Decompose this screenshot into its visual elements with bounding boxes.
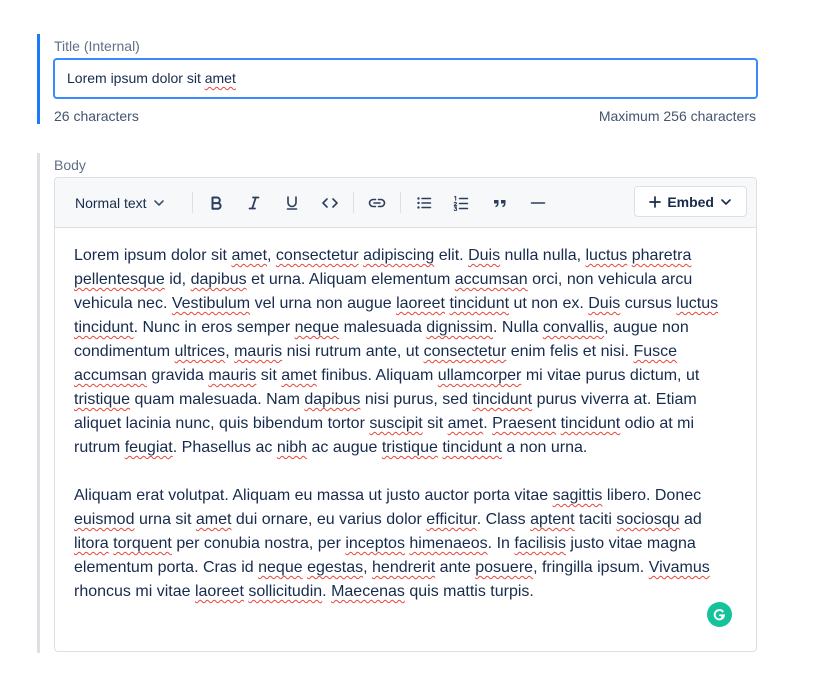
link-button[interactable] — [361, 178, 393, 227]
character-count: 26 characters — [54, 108, 139, 124]
italic-icon — [246, 195, 262, 211]
paragraph: Lorem ipsum dolor sit amet, consectetur adipiscing elit. Duis nulla nulla, luctus pharetra pellentesque id, dapibus et urna. Aliquam elementum accumsan orci, non vehicula arcu vehicula nec. Vestibulum vel urna non augue laoreet tincidunt ut non ex. Duis cursus luctus tincidunt. Nunc in eros semper neque malesuada dignissim. Nulla convallis, augue non condimentum ultrices, mauris nisi rutrum ante, ut consectetur enim felis et nisi. Fusce accumsan gravida mauris sit amet finibus. Aliquam ullamcorper mi vitae purus dictum, ut tristique quam malesuada. Nam dapibus nisi purus, sed tincidunt purus viverra at. Etiam aliquet lacinia nunc, quis bibendum tortor suscipit sit amet. Praesent tincidunt odio at mi rutrum feugiat. Phasellus ac nibh ac augue tristique tincidunt a non urna. — [74, 247, 719, 456]
misspelled-word[interactable]: pharetra — [631, 247, 692, 264]
quote-button[interactable] — [484, 178, 516, 227]
field-indicator — [37, 153, 40, 653]
misspelled-word[interactable]: consectetur — [423, 343, 507, 360]
misspelled-word[interactable]: Vestibulum — [171, 295, 251, 312]
misspelled-word[interactable]: feugiat — [124, 439, 173, 456]
chevron-down-icon — [153, 197, 165, 209]
bold-icon — [208, 195, 224, 211]
misspelled-word[interactable]: accumsan — [454, 271, 528, 288]
misspelled-word[interactable]: neque — [258, 559, 303, 576]
toolbar-divider — [353, 192, 354, 213]
misspelled-word[interactable]: dignissim — [426, 319, 493, 336]
bullet-list-icon — [416, 195, 432, 211]
misspelled-word[interactable]: luctus — [676, 295, 719, 312]
misspelled-word[interactable]: efficitur — [426, 511, 477, 528]
misspelled-word[interactable]: Praesent — [492, 415, 557, 432]
misspelled-word[interactable]: accumsan — [74, 367, 147, 384]
misspelled-word[interactable]: amet — [281, 367, 317, 384]
editor-content[interactable] — [74, 244, 739, 628]
code-button[interactable] — [314, 178, 346, 227]
body-field — [37, 153, 777, 653]
misspelled-word[interactable]: consectetur — [275, 247, 359, 264]
text-style-dropdown[interactable] — [67, 178, 173, 227]
embed-label: Embed — [667, 193, 714, 210]
misspelled-word[interactable]: Duis — [468, 247, 501, 264]
misspelled-word[interactable]: tincidunt — [560, 415, 621, 432]
bullet-list-button[interactable] — [408, 178, 440, 227]
misspelled-word[interactable]: sollicitudin — [248, 583, 323, 600]
misspelled-word[interactable]: suscipit — [369, 415, 423, 432]
misspelled-word[interactable]: luctus — [585, 247, 628, 264]
misspelled-word[interactable]: himenaeos — [409, 535, 488, 552]
misspelled-word[interactable]: inceptos — [345, 535, 405, 552]
chevron-down-icon — [720, 196, 732, 208]
paragraph: Aliquam erat volutpat. Aliquam eu massa ut justo auctor porta vitae sagittis libero. Donec euismod urna sit amet dui ornare, eu varius dolor efficitur. Class aptent taciti sociosqu ad litora torquent per conubia nostra, per inceptos himenaeos. In facilisis justo vitae magna elementum porta. Cras id neque egestas, hendrerit ante posuere, fringilla ipsum. Vivamus rhoncus mi vitae laoreet sollicitudin. Maecenas quis mattis turpis. — [74, 487, 710, 600]
link-icon — [368, 195, 386, 211]
misspelled-word[interactable]: Vivamus — [648, 559, 710, 576]
misspelled-word[interactable]: tincidunt — [74, 319, 134, 336]
misspelled-word[interactable]: tristique — [381, 439, 438, 456]
misspelled-word[interactable]: aptent — [530, 511, 575, 528]
numbered-list-button[interactable] — [445, 178, 477, 227]
misspelled-word[interactable]: adipiscing — [363, 247, 435, 264]
toolbar-divider — [192, 192, 193, 213]
grammarly-icon — [712, 607, 727, 622]
misspelled-word[interactable]: dapibus — [304, 391, 361, 408]
body-label: Body — [54, 157, 86, 173]
misspelled-word[interactable]: mauris — [234, 343, 283, 360]
misspelled-word[interactable]: tincidunt — [449, 295, 510, 312]
misspelled-word[interactable]: hendrerit — [372, 559, 436, 576]
misspelled-word[interactable]: convallis — [542, 319, 605, 336]
misspelled-word[interactable]: sociosqu — [616, 511, 680, 528]
misspelled-word[interactable]: Maecenas — [331, 583, 405, 600]
misspelled-word[interactable]: amet — [447, 415, 484, 432]
bold-button[interactable] — [200, 178, 232, 227]
misspelled-word[interactable]: neque — [294, 319, 340, 336]
title-field — [37, 34, 777, 124]
misspelled-word[interactable]: Fusce — [633, 343, 678, 360]
title-input[interactable] — [53, 58, 758, 99]
quote-icon — [492, 195, 508, 211]
divider-button[interactable] — [522, 178, 554, 227]
misspelled-word[interactable]: tincidunt — [472, 391, 533, 408]
misspelled-word[interactable]: tincidunt — [442, 439, 502, 456]
editor-toolbar — [55, 178, 756, 228]
misspelled-word[interactable]: torquent — [113, 535, 172, 552]
misspelled-word[interactable]: amet — [195, 511, 232, 528]
underline-button[interactable] — [276, 178, 308, 227]
misspelled-word[interactable]: posuere — [475, 559, 534, 576]
misspelled-word[interactable]: facilisis — [514, 535, 566, 552]
numbered-list-icon — [453, 195, 469, 211]
misspelled-word[interactable]: mauris — [208, 367, 257, 384]
active-field-indicator — [37, 34, 40, 124]
misspelled-word[interactable]: sagittis — [552, 487, 603, 504]
misspelled-word[interactable]: amet — [231, 247, 268, 264]
horizontal-rule-icon — [530, 195, 546, 211]
misspelled-word[interactable]: tristique — [74, 391, 131, 408]
misspelled-word[interactable]: ultrices — [174, 343, 226, 360]
italic-button[interactable] — [238, 178, 270, 227]
misspelled-word[interactable]: euismod — [74, 511, 135, 528]
misspelled-word[interactable]: pellentesque — [74, 271, 165, 288]
rich-text-editor — [54, 177, 757, 652]
misspelled-word[interactable]: Duis — [588, 295, 621, 312]
misspelled-word[interactable]: laoreet — [194, 583, 244, 600]
title-value: Lorem ipsum dolor sit — [67, 70, 205, 86]
misspelled-word[interactable]: egestas — [307, 559, 364, 576]
embed-button[interactable] — [634, 186, 747, 217]
misspelled-word[interactable]: nibh — [276, 439, 308, 456]
misspelled-word[interactable]: ullamcorper — [437, 367, 522, 384]
max-characters: Maximum 256 characters — [598, 108, 756, 124]
title-label: Title (Internal) — [54, 38, 140, 54]
underline-icon — [284, 195, 300, 211]
misspelled-word[interactable]: laoreet — [396, 295, 445, 312]
toolbar-divider — [400, 192, 401, 213]
code-icon — [321, 195, 339, 211]
misspelled-word[interactable]: amet — [204, 70, 236, 86]
plus-icon — [649, 196, 661, 208]
misspelled-word[interactable]: litora — [74, 535, 109, 552]
text-style-label: Normal text — [75, 194, 147, 211]
misspelled-word[interactable]: dapibus — [190, 271, 247, 288]
grammarly-button[interactable] — [707, 602, 732, 627]
